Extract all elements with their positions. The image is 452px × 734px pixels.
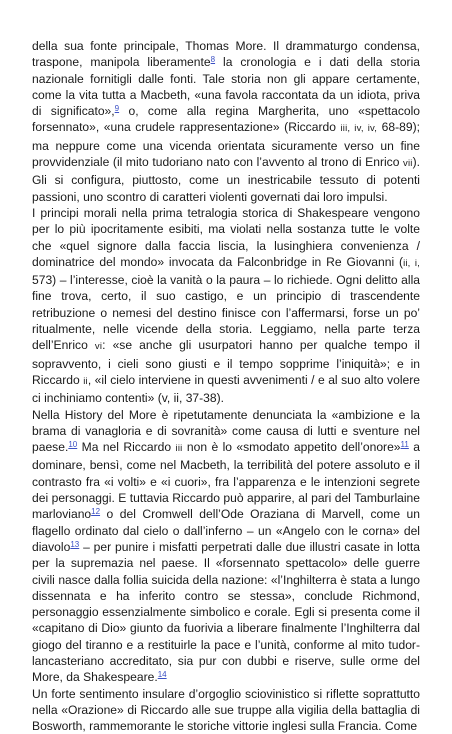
document-page <box>32 38 420 734</box>
footnote-link[interactable]: 8 <box>210 55 216 65</box>
text-run: 573) – l’interesse, cioè la vanità o la paura – lo richiede. Ogni delitto alla fine trova, certo, il suo castigo, e un principio di trascendente retribuzione o nemesi del destino finisce con l’affermarsi, forse un po’ ritualmente, nelle vicende della storia. Leggiamo, nella parte terza dell’Enrico <box>32 273 420 353</box>
text-run: – per punire i misfatti perpetrati dalle due illustri casate in lotta per la supremazia nel paese. Il «forsennato spettacolo» delle guerre civili nasce dalla follia suicida della nazione: «l’Inghilterra è stata a lungo dissennata e ha inferito contro se stessa», conclude Richmond, personaggio essenzialmente simbolico e corale. Egli si presenta come il «capitano di Dio» giunto da fuorivia a liberare finalmente l’Inghilterra dal giogo del tiranno e a restituirle la pace e l’unità, conforme al mito tudor-lancasteriano accreditato, sia pur con dubbi e riserve, sulle orme del More, da Shakespeare. <box>32 539 420 685</box>
text-run: : «se anche gli usurpatori hanno per qualche tempo il sopravvento, i cieli sono giusti e il tempo sopprime l’iniquità»; e in Riccardo <box>32 338 420 387</box>
small-caps-text: iii <box>175 443 183 455</box>
paragraph <box>32 205 420 407</box>
paragraph <box>32 407 420 686</box>
footnote-link[interactable]: 12 <box>91 507 101 517</box>
text-run: Nella History del More è ripetutamente denunciata la «ambizione e la brama di vanagloria e di sovranità» come causa di lutti e sventure nel paese. <box>32 407 420 455</box>
footnote-link[interactable]: 9 <box>114 104 120 114</box>
footnote-link[interactable]: 13 <box>70 539 80 549</box>
text-run: a dominare, bensì, come nel Macbeth, la terribilità del potere assoluto e il contrasto fra «i volti» e «i cuori», fra l’apparenza e le intenzioni segrete dei personaggi. E tuttavia Riccardo può apparire, al pari del Tamburlaine marloviano <box>32 440 420 522</box>
small-caps-text: vi <box>94 341 103 353</box>
footnote-link[interactable]: 11 <box>400 440 409 450</box>
paragraph <box>32 686 420 734</box>
text-run: della sua fonte principale, Thomas More. Il drammaturgo condensa, traspone, manipola liberamente <box>32 39 420 70</box>
small-caps-text: ii <box>83 375 88 387</box>
footnote-link[interactable]: 10 <box>68 440 78 450</box>
text-run: 68-89); ma neppure come una vicenda orientata sicuramente verso un fine provvidenziale (il mito tudoriano nato con l’avvento al trono di Enrico <box>32 120 420 170</box>
footnote-link[interactable]: 14 <box>157 670 167 680</box>
text-run: la cronologia e i dati della storia nazionale fornitigli dalle fonti. Tale storia non gli appare certamente, come la vita tutta a Macbeth, «una favola raccontata da un idiota, priva di significato», <box>32 55 420 119</box>
text-run: Un forte sentimento insulare d’orgoglio sciovinistico si riflette soprattutto nella «Orazione» di Riccardo alle sue truppe alla vigilia della battaglia di Bosworth, rammemorante le storiche vittorie inglesi sulla Francia. Come <box>32 686 420 734</box>
paragraph <box>32 38 420 205</box>
text-run: , «il cielo interviene in questi avvenimenti / e al suo alto volere ci inchiniamo contenti» (v, ii, 37-38). <box>32 372 420 406</box>
text-run: o, come alla regina Margherita, uno «spettacolo forsennato», «una crudele rappresentazione» (Riccardo <box>32 104 421 135</box>
small-caps-text: ii, i, <box>403 257 421 269</box>
text-run: I principi morali nella prima tetralogia storica di Shakespeare vengono per lo più ipocritamente esibiti, ma violati nella sostanza tutte le volte che «quel signore dalla faccia liscia, la lusinghiera convenienza / dominatrice del mondo» invocata da Falconbridge in Re Giovanni ( <box>32 205 420 269</box>
text-run: non è lo «smodato appetito dell’onore» <box>182 440 401 455</box>
small-caps-text: iii, iv, iv, <box>340 123 378 135</box>
text-run: o del Cromwell dell’Ode Oraziana di Marvell, come un flagello ordinato dal cielo o dall’inferno – un «Angelo con le corna» del diavolo <box>32 507 420 554</box>
text-run: Ma nel Riccardo <box>77 440 176 455</box>
small-caps-text: vii <box>403 158 413 170</box>
text-run: ). Gli si configura, piuttosto, come un inestricabile tessuto di potenti passioni, uno scontro di caratteri violenti governati dai loro impulsi. <box>32 155 420 204</box>
